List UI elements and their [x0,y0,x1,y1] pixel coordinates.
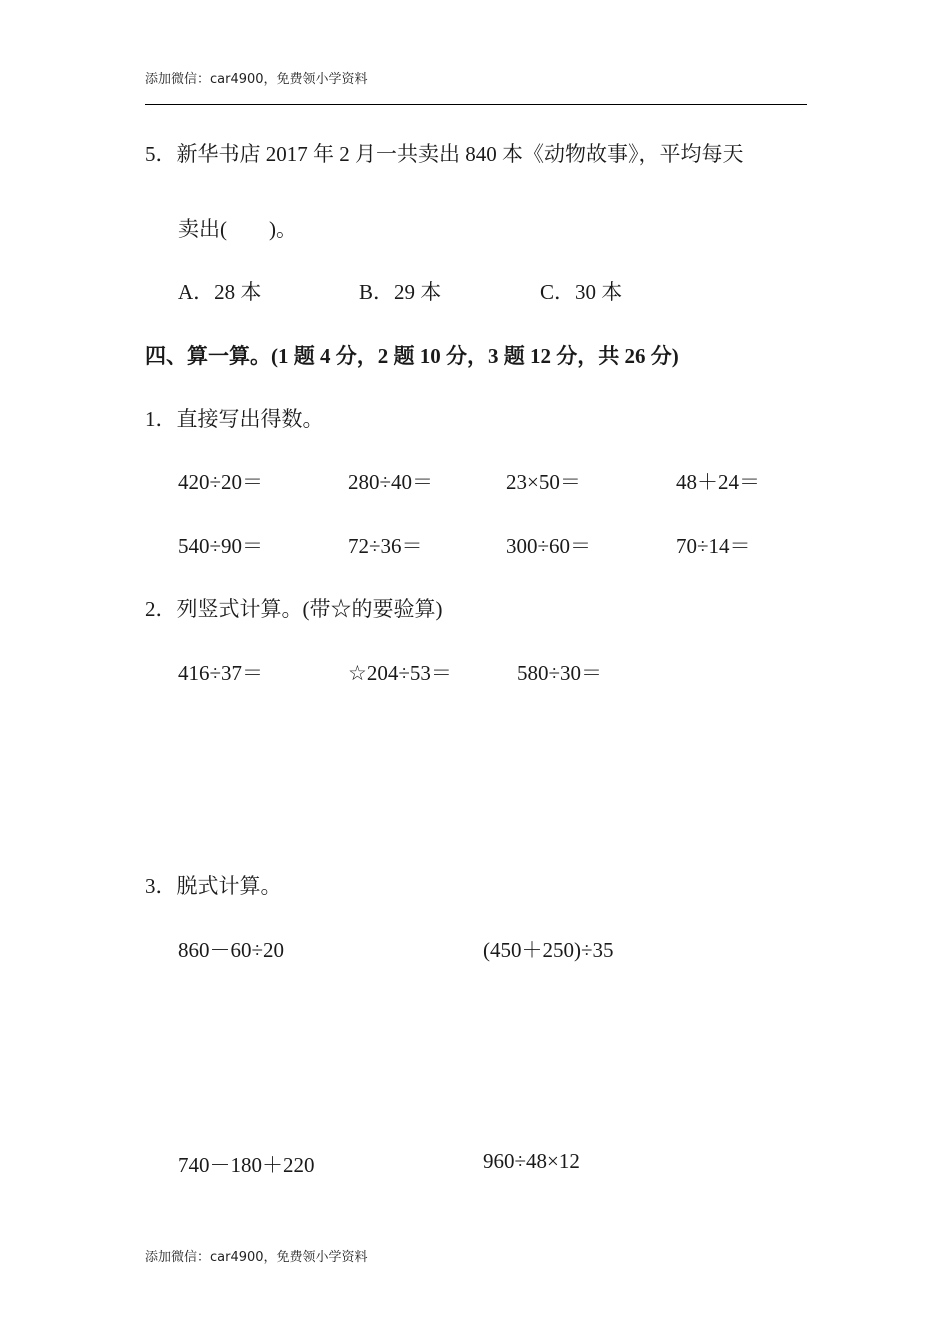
oral-calc-item: 540÷90＝ [178,534,264,558]
stepwise-calc-item: 740－180＋220 [178,1153,315,1177]
question-1-title: 1．直接写出得数。 [145,407,324,431]
vertical-calc-item: 580÷30＝ [517,661,603,685]
vertical-calc-item: 416÷37＝ [178,661,264,685]
question-2-title: 2．列竖式计算。(带☆的要验算) [145,597,443,621]
option-a: A．28 本 [178,280,262,304]
vertical-calc-item: ☆204÷53＝ [348,661,452,685]
header-text: 添加微信：car4900，免费领小学资料 [145,72,368,87]
oral-calc-item: 48＋24＝ [676,470,760,494]
stepwise-calc-item: (450＋250)÷35 [483,938,614,962]
stepwise-calc-item: 860－60÷20 [178,938,285,962]
oral-calc-item: 420÷20＝ [178,470,264,494]
oral-calc-item: 280÷40＝ [348,470,434,494]
section-4-title: 四、算一算。(1 题 4 分，2 题 10 分，3 题 12 分，共 26 分) [145,344,679,368]
oral-calc-item: 23×50＝ [506,470,581,494]
option-c: C．30 本 [540,280,623,304]
oral-calc-item: 70÷14＝ [676,534,751,558]
question-3-title: 3．脱式计算。 [145,874,282,898]
oral-calc-item: 72÷36＝ [348,534,423,558]
stepwise-calc-item: 960÷48×12 [483,1149,580,1173]
question-5-line-1: 5．新华书店 2017 年 2 月一共卖出 840 本《动物故事》，平均每天 [145,142,744,166]
oral-calc-item: 300÷60＝ [506,534,592,558]
header-divider [145,104,807,105]
option-b: B．29 本 [359,280,442,304]
question-5-line-2: 卖出( )。 [178,217,297,241]
footer-text: 添加微信：car4900，免费领小学资料 [145,1250,368,1265]
